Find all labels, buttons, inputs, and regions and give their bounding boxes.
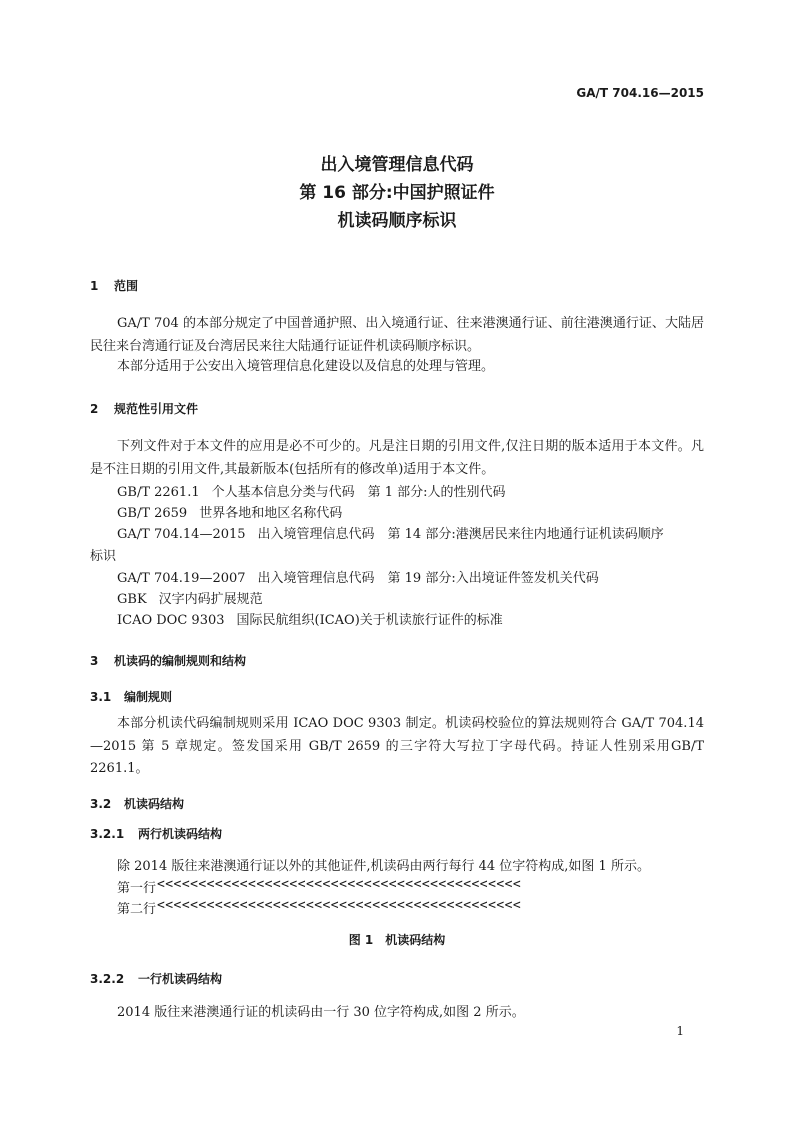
title-line-3: 机读码顺序标识 [337, 211, 457, 231]
section-1-paragraph-1: GA/T 704 的本部分规定了中国普通护照、出入境通行证、往来港澳通行证、前往港澳通行证、大陆居民往来台湾通行证及台湾居民来往大陆通行证证件机读码顺序标识。 [90, 316, 704, 354]
reference-title: 汉字内码扩展规范 [158, 592, 263, 607]
normative-reference [117, 502, 342, 521]
section-2-heading [90, 400, 198, 417]
section-number: 3.2.1 [90, 827, 125, 841]
mrz-line-1-label: 第一行 [117, 881, 157, 896]
reference-title: 出入境管理信息代码 第 14 部分:港澳居民来往内地通行证机读码顺序 [257, 527, 664, 542]
section-3-2-1-paragraph: 除 2014 版往来港澳通行证以外的其他证件,机读码由两行每行 44 位字符构成,如图 1 所示。 [117, 859, 650, 874]
section-number: 3 [90, 654, 99, 668]
mrz-line-1: <<<<<<<<<<<<<<<<<<<<<<<<<<<<<<<<<<<<<<<<<<<< [157, 877, 522, 892]
section-title: 规范性引用文件 [114, 402, 199, 416]
section-title: 编制规则 [124, 690, 173, 704]
section-title: 范围 [114, 279, 139, 293]
reference-code: GB/T 2659 [117, 506, 188, 521]
title-line-1: 出入境管理信息代码 [320, 155, 474, 175]
reference-code: GB/T 2261.1 [117, 485, 200, 500]
section-1-paragraph-2: 本部分适用于公安出入境管理信息化建设以及信息的处理与管理。 [117, 359, 495, 374]
figure-1-caption: 图 1 机读码结构 [348, 933, 446, 947]
section-number: 3.2 [90, 797, 112, 811]
reference-code: GBK [117, 592, 147, 607]
section-1-heading [90, 277, 138, 294]
section-3-1-paragraph: 本部分机读代码编制规则采用 ICAO DOC 9303 制定。机读码校验位的算法规则符合 GA/T 704.14—2015 第 5 章规定。签发国采用 GB/T 2659 的三字符大写拉丁字母代码。持证人性别采用GB/T 2261.1。 [90, 716, 704, 776]
section-3-2-2-heading [90, 970, 222, 987]
section-number: 3.2.2 [90, 972, 125, 986]
mrz-line-2-label: 第二行 [117, 902, 157, 917]
reference-title: 出入境管理信息代码 第 19 部分:入出境证件签发机关代码 [257, 571, 599, 586]
normative-reference [117, 481, 506, 500]
section-title: 两行机读码结构 [138, 827, 223, 841]
section-3-heading [90, 652, 246, 669]
reference-continuation: 标识 [90, 549, 117, 564]
section-number: 3.1 [90, 690, 112, 704]
section-3-1-heading [90, 688, 172, 705]
normative-reference [117, 588, 263, 607]
section-title: 一行机读码结构 [138, 972, 223, 986]
mrz-line-2: <<<<<<<<<<<<<<<<<<<<<<<<<<<<<<<<<<<<<<<<<<<< [157, 898, 522, 913]
normative-reference [117, 609, 503, 628]
section-title: 机读码的编制规则和结构 [114, 654, 247, 668]
reference-title: 国际民航组织(ICAO)关于机读旅行证件的标准 [236, 613, 503, 628]
section-3-2-1-heading [90, 825, 222, 842]
reference-code: GA/T 704.19—2007 [117, 571, 246, 586]
reference-code: ICAO DOC 9303 [117, 613, 225, 628]
page-number: 1 [676, 1024, 684, 1038]
standard-code: GA/T 704.16—2015 [576, 86, 704, 100]
reference-title: 世界各地和地区名称代码 [199, 506, 343, 521]
section-3-2-2-paragraph: 2014 版往来港澳通行证的机读码由一行 30 位字符构成,如图 2 所示。 [117, 1005, 525, 1020]
section-2-intro: 下列文件对于本文件的应用是必不可少的。凡是注日期的引用文件,仅注日期的版本适用于本文件。凡是不注日期的引用文件,其最新版本(包括所有的修改单)适用于本文件。 [90, 439, 704, 477]
normative-reference [117, 523, 664, 542]
title-line-2: 第 16 部分:中国护照证件 [299, 183, 495, 203]
normative-reference [117, 567, 599, 586]
reference-title: 个人基本信息分类与代码 第 1 部分:人的性别代码 [211, 485, 506, 500]
section-number: 2 [90, 402, 99, 416]
section-number: 1 [90, 279, 99, 293]
section-title: 机读码结构 [124, 797, 185, 811]
section-3-2-heading [90, 795, 184, 812]
reference-code: GA/T 704.14—2015 [117, 527, 246, 542]
